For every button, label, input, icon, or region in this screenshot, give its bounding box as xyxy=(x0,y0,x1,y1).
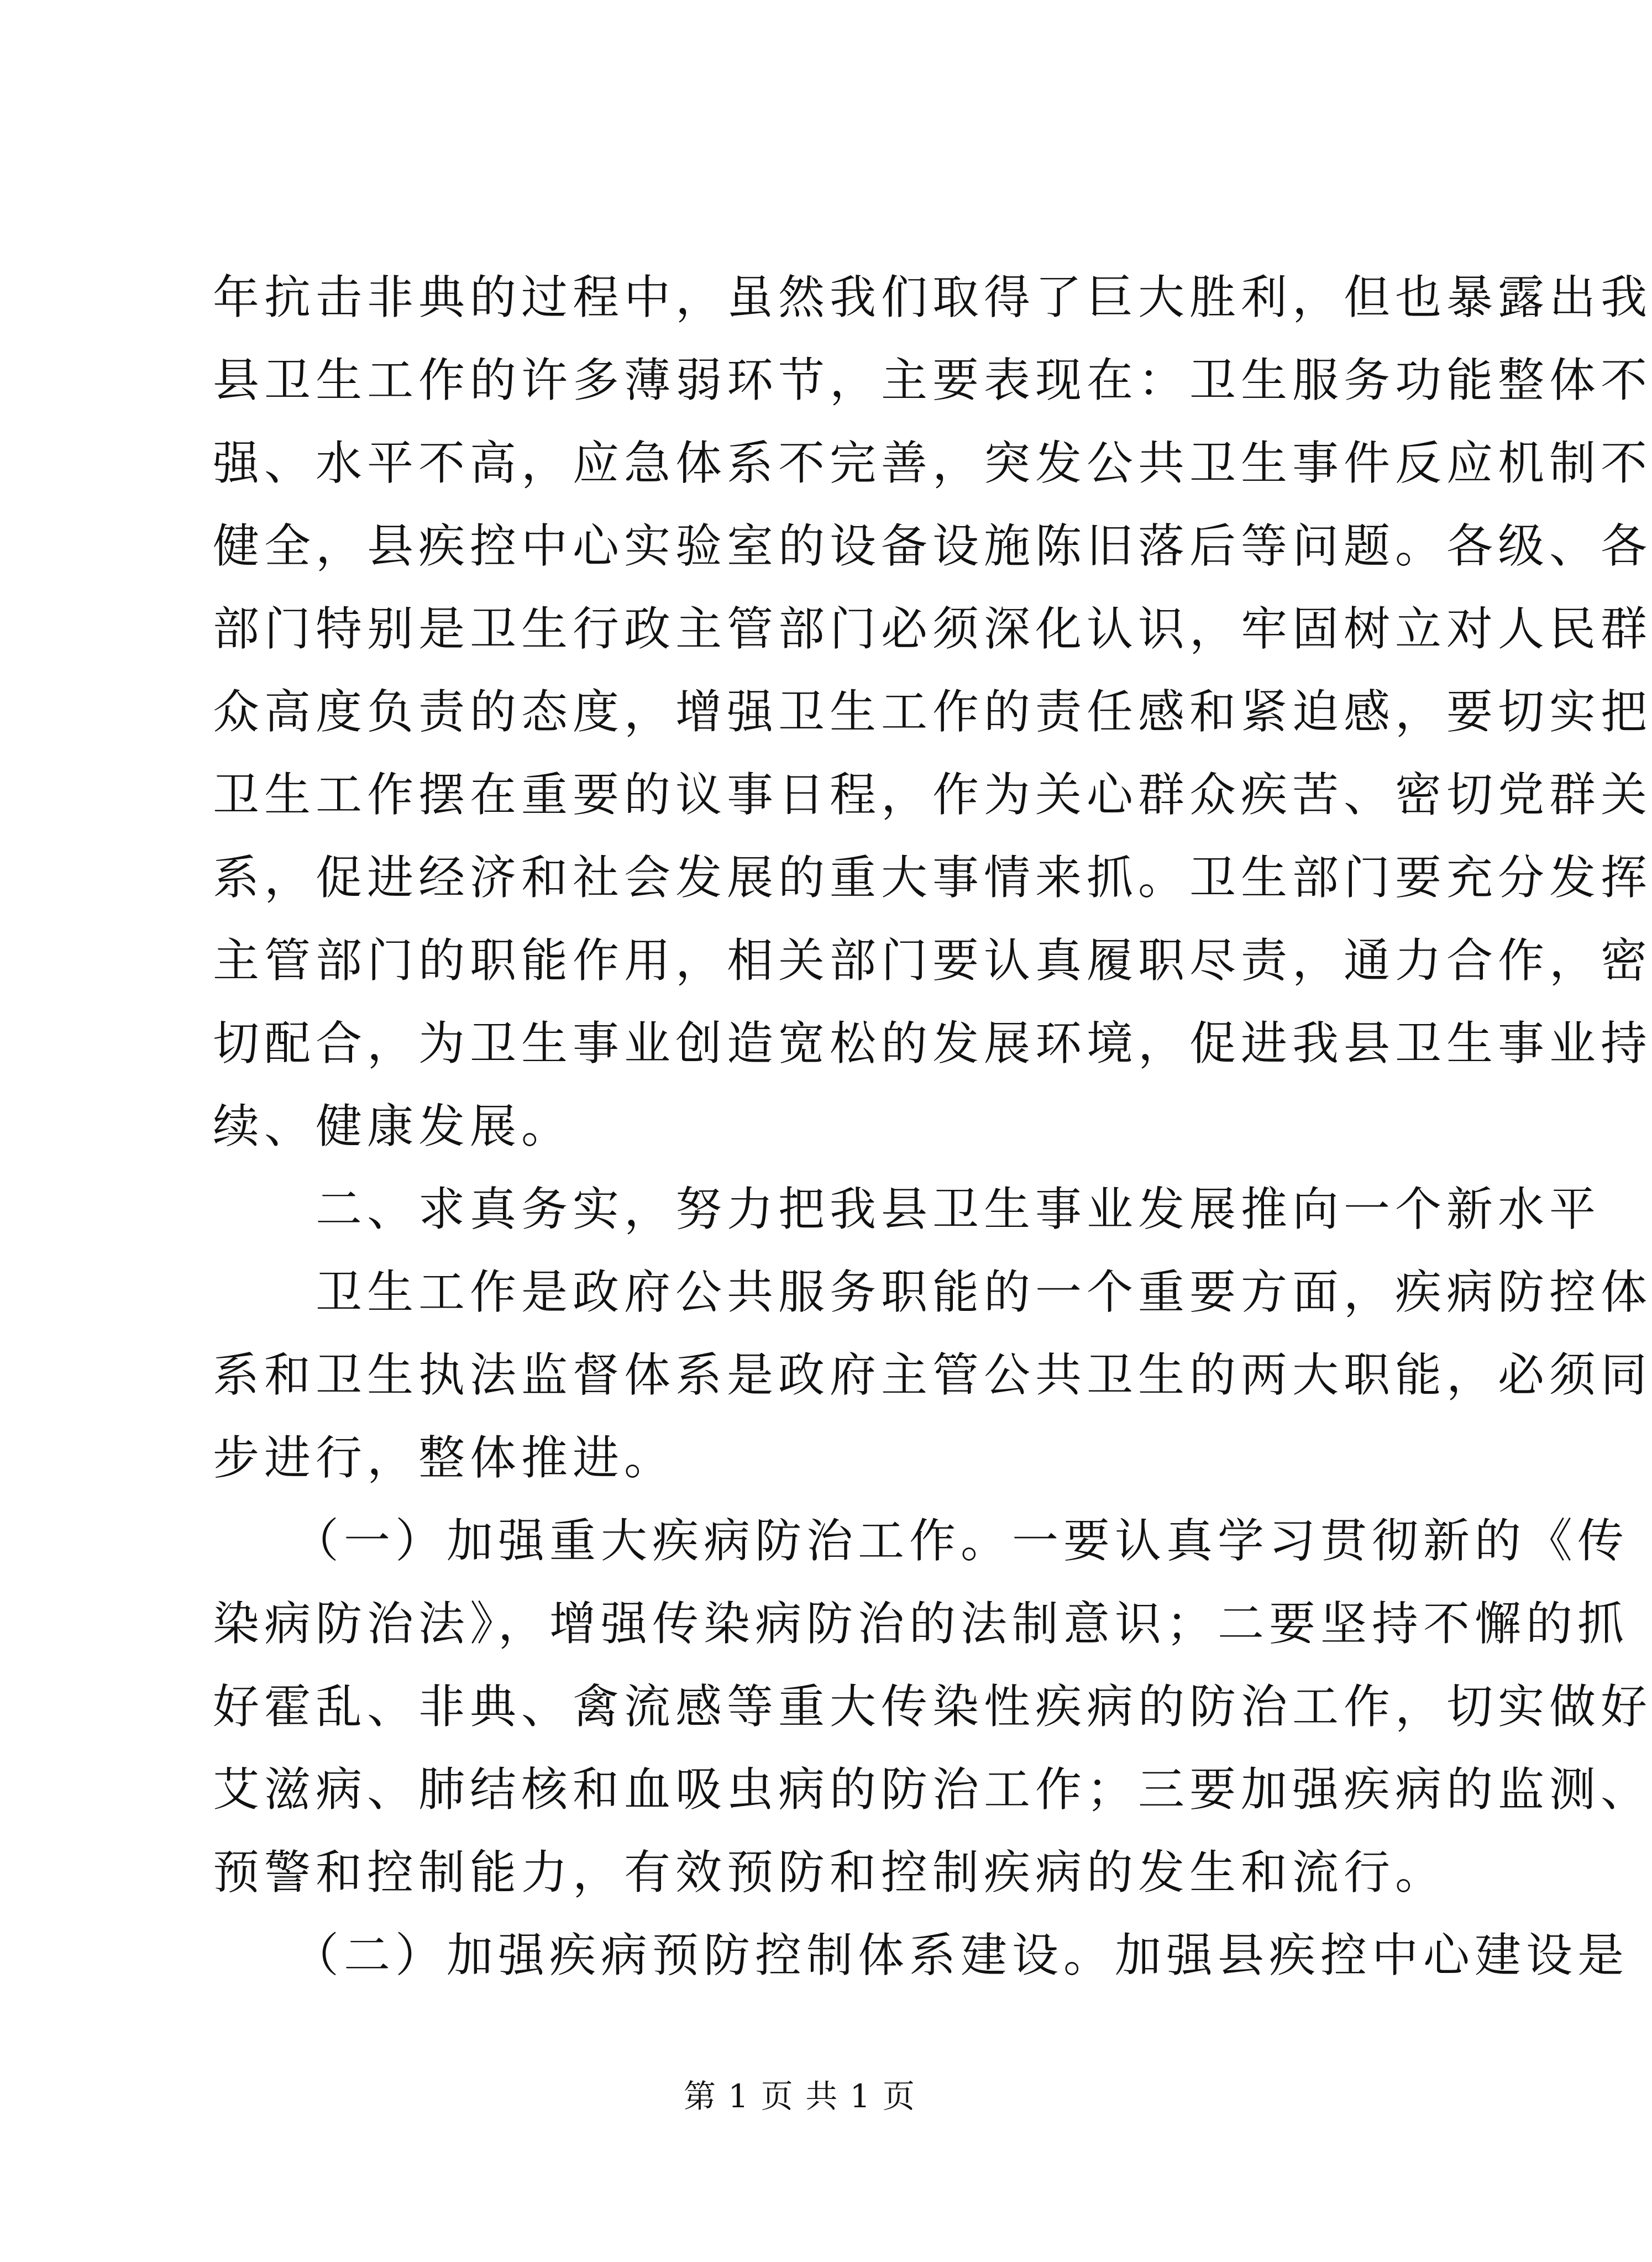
text-line: 健全，县疾控中心实验室的设备设施陈旧落后等问题。各级、各 xyxy=(213,519,1652,573)
text-line: 好霍乱、非典、禽流感等重大传染性疾病的防治工作，切实做好 xyxy=(213,1680,1652,1734)
text-line: 年抗击非典的过程中，虽然我们取得了巨大胜利，但也暴露出我 xyxy=(213,270,1652,324)
text-line: 艾滋病、肺结核和血吸虫病的防治工作；三要加强疾病的监测、 xyxy=(213,1762,1652,1817)
text-line: 众高度负责的态度，增强卫生工作的责任感和紧迫感，要切实把 xyxy=(213,685,1652,739)
text-line: 续、健康发展。 xyxy=(213,1099,573,1153)
text-line: 系和卫生执法监督体系是政府主管公共卫生的两大职能，必须同 xyxy=(213,1348,1652,1402)
text-line: 卫生工作摆在重要的议事日程，作为关心群众疾苦、密切党群关 xyxy=(213,768,1652,822)
text-line: 县卫生工作的许多薄弱环节，主要表现在：卫生服务功能整体不 xyxy=(213,353,1652,407)
text-line: 系，促进经济和社会发展的重大事情来抓。卫生部门要充分发挥 xyxy=(213,851,1652,905)
page-footer: 第 1 页 共 1 页 xyxy=(684,2077,916,2115)
text-line: 切配合，为卫生事业创造宽松的发展环境，促进我县卫生事业持 xyxy=(213,1016,1652,1070)
text-line: 强、水平不高，应急体系不完善，突发公共卫生事件反应机制不 xyxy=(213,436,1652,490)
text-line: 卫生工作是政府公共服务职能的一个重要方面，疾病防控体 xyxy=(213,1265,1652,1319)
text-line: （二）加强疾病预防控制体系建设。加强县疾控中心建设是 xyxy=(213,1928,1629,1982)
text-line: （一）加强重大疾病防治工作。一要认真学习贯彻新的《传 xyxy=(213,1514,1629,1568)
text-line: 染病防治法》，增强传染病防治的法制意识；二要坚持不懈的抓 xyxy=(213,1597,1629,1651)
section-heading: 二、求真务实，努力把我县卫生事业发展推向一个新水平 xyxy=(213,1182,1601,1236)
text-line: 部门特别是卫生行政主管部门必须深化认识，牢固树立对人民群 xyxy=(213,602,1652,656)
text-line: 步进行，整体推进。 xyxy=(213,1431,676,1485)
text-line: 主管部门的职能作用，相关部门要认真履职尽责，通力合作，密 xyxy=(213,933,1652,988)
text-line: 预警和控制能力，有效预防和控制疾病的发生和流行。 xyxy=(213,1845,1447,1899)
